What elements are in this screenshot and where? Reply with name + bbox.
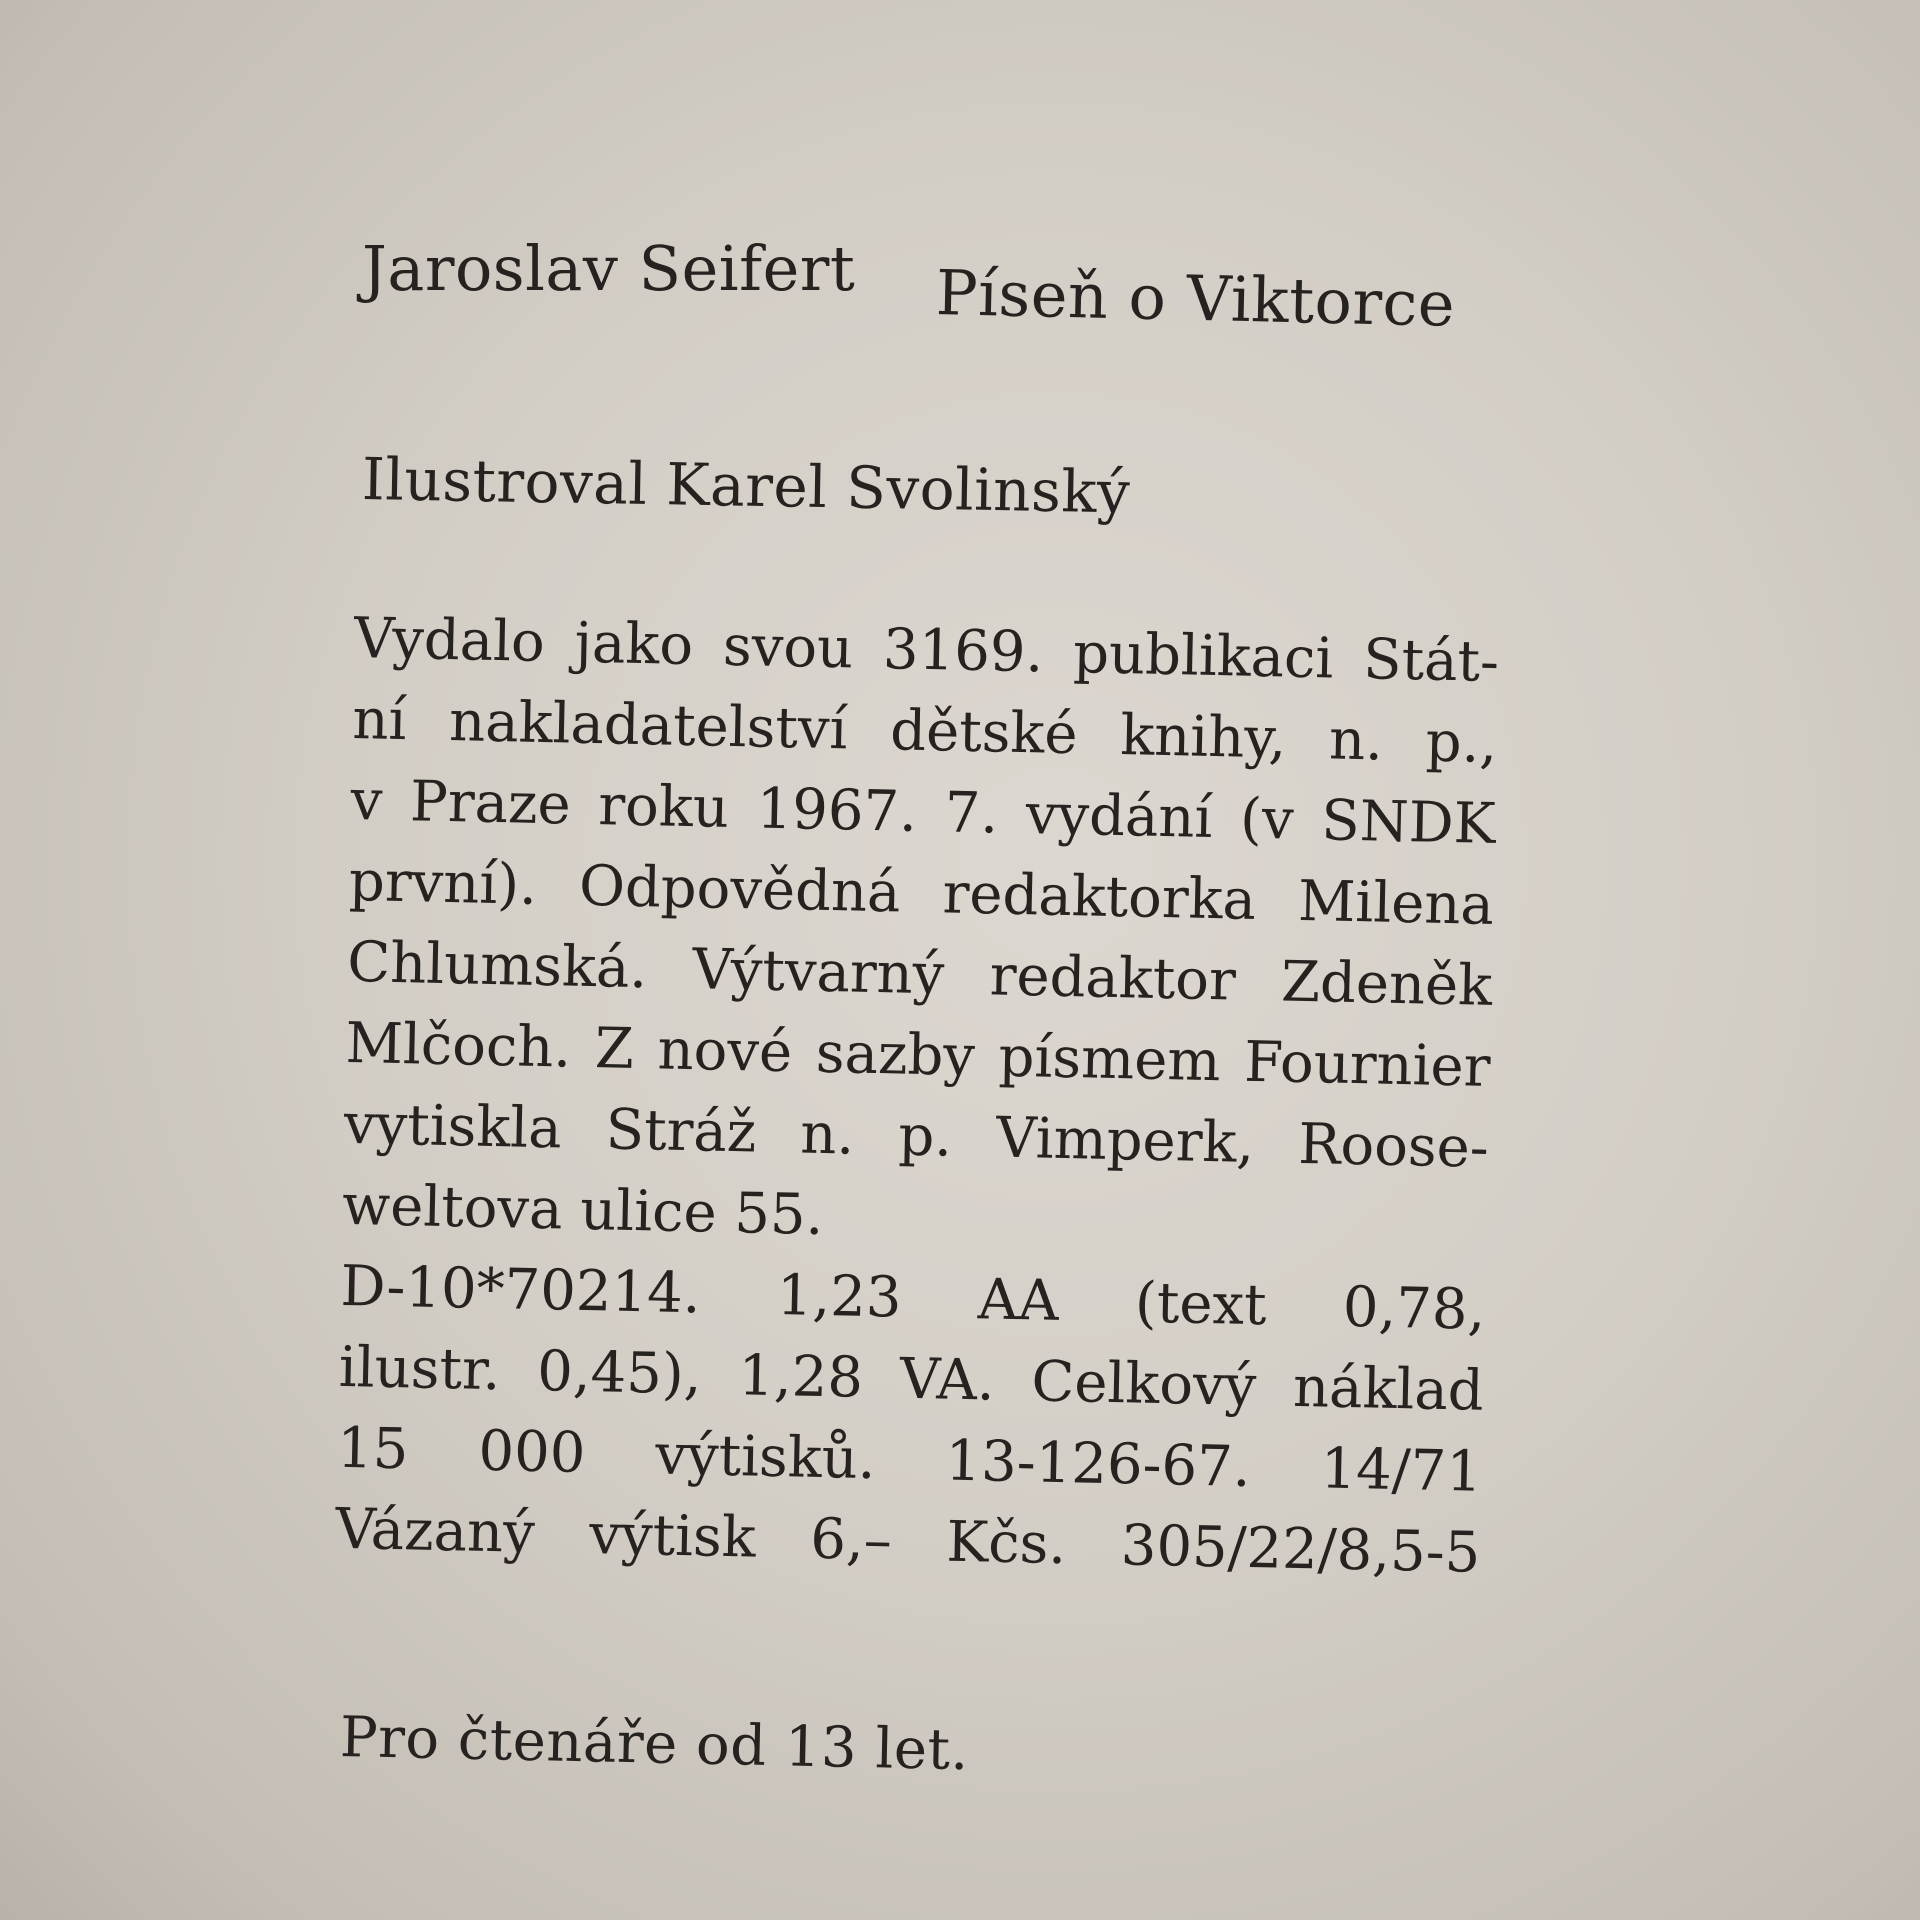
colophon-line: vytiskla Stráž n. p. Vimperk, Roose-: [343, 1091, 1490, 1181]
book-title: Píseň o Viktorce: [935, 256, 1456, 341]
colophon-line: v Praze roku 1967. 7. vydání (v SNDK: [350, 767, 1497, 857]
author-name: Jaroslav Seifert: [362, 232, 856, 305]
colophon-line: ní nakladatelství dětské knihy, n. p.,: [351, 686, 1498, 776]
colophon-text: [335, 598, 1500, 1594]
colophon-line: weltova ulice 55.: [341, 1172, 825, 1248]
colophon-line: Vydalo jako svou 3169. publikaci Stát-: [353, 605, 1500, 695]
print-details-line: D-10*70214. 1,23 AA (text 0,78,: [339, 1253, 1487, 1343]
price-line: Vázaný výtisk 6,– Kčs. 305/22/8,5-5: [334, 1496, 1481, 1586]
colophon-line: Mlčoch. Z nové sazby písmem Fournier: [344, 1010, 1492, 1100]
colophon-line: Chlumská. Výtvarný redaktor Zdeněk: [346, 929, 1493, 1019]
illustrator-credit: Ilustroval Karel Svolinský: [361, 445, 1131, 527]
reader-age-note: Pro čtenáře od 13 let.: [339, 1705, 970, 1784]
print-details-line: ilustr. 0,45), 1,28 VA. Celkový náklad: [338, 1334, 1485, 1424]
colophon-line: první). Odpovědná redaktorka Milena: [348, 848, 1495, 938]
print-details-line: 15 000 výtisků. 13-126-67. 14/71: [336, 1415, 1483, 1505]
